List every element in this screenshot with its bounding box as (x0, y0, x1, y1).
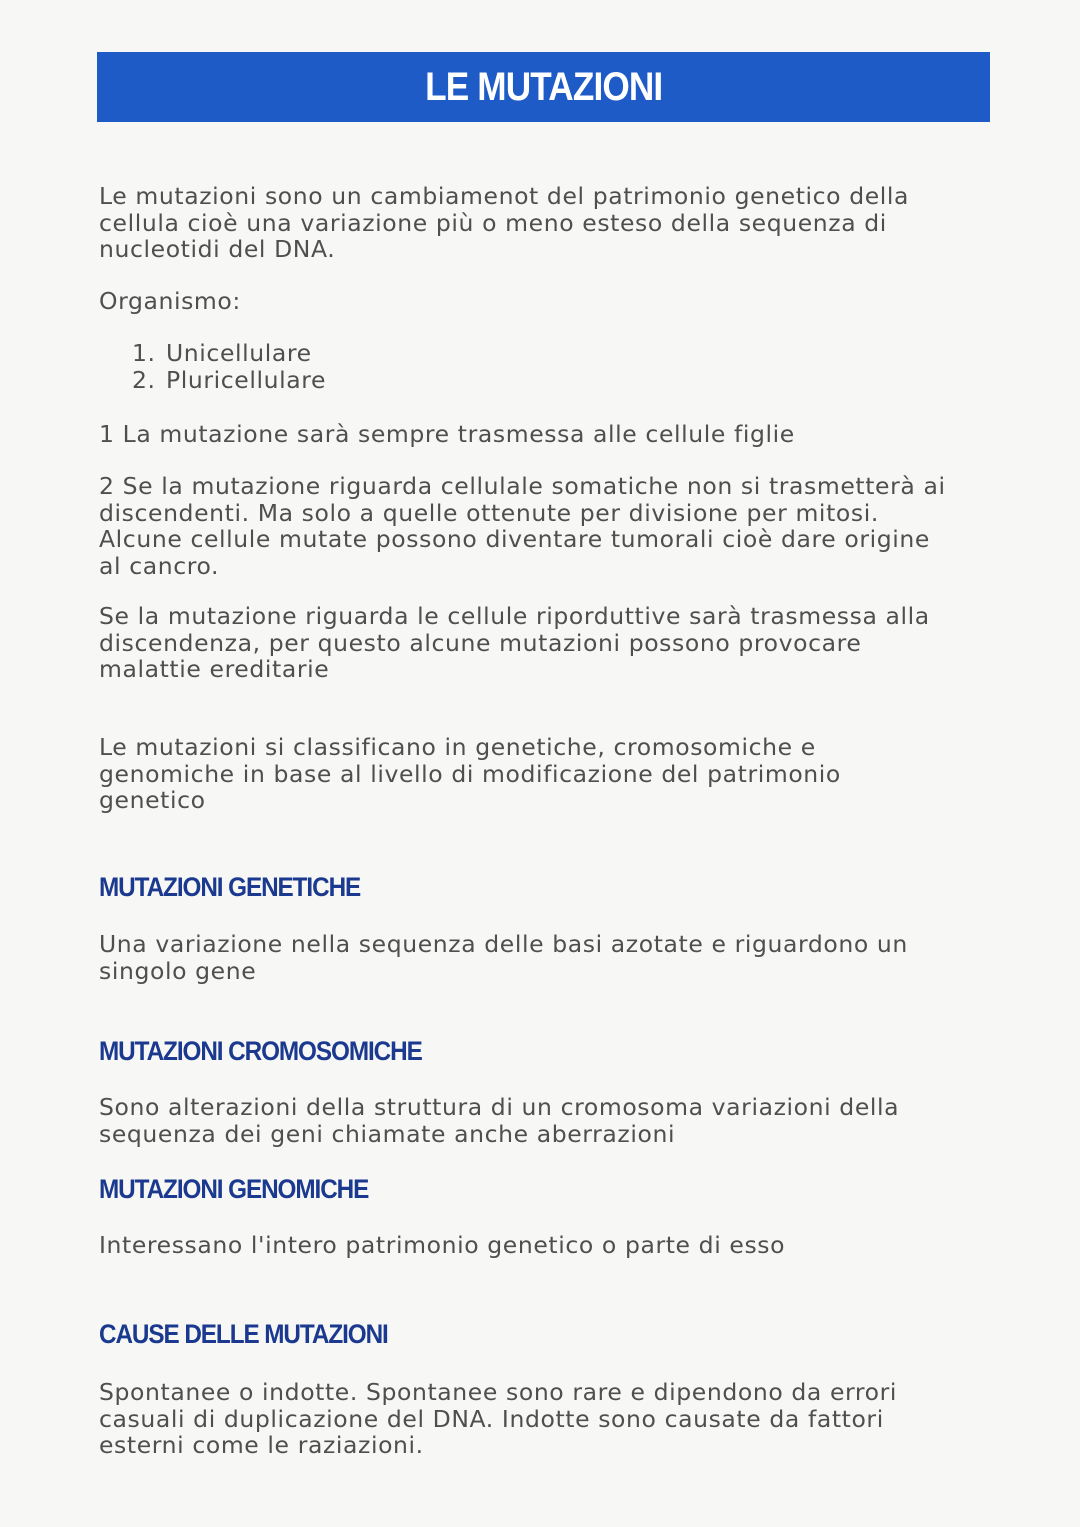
organismo-label: Organismo: (99, 287, 241, 315)
classification-paragraph: Le mutazioni si classificano in genetiche, cromosomiche e genomiche in base al livello di modificazione del patrimonio genetico (99, 733, 841, 814)
section-text-genetiche: Una variazione nella sequenza delle basi azotate e riguardono un singolo gene (99, 930, 908, 985)
organismo-list (132, 340, 326, 394)
point-3-paragraph: Se la mutazione riguarda le cellule riporduttive sarà trasmessa alla discendenza, per questo alcune mutazioni possono provocare malattie ereditarie (99, 602, 930, 683)
section-heading-cromosomiche: MUTAZIONI CROMOSOMICHE (99, 1036, 422, 1066)
page-title: LE MUTAZIONI (424, 64, 663, 109)
point-1-paragraph: 1 La mutazione sarà sempre trasmessa alle cellule figlie (99, 420, 795, 448)
point-2-paragraph: 2 Se la mutazione riguarda cellulale somatiche non si trasmetterà ai discendenti. Ma solo a quelle ottenute per divisione per mitosi. Alcune cellule mutate possono diventare tumorali cioè dare origine al cancro. (99, 472, 946, 580)
section-text-genomiche: Interessano l'intero patrimonio genetico o parte di esso (99, 1231, 786, 1259)
list-item-text: Pluricellulare (166, 366, 327, 394)
section-text-cause: Spontanee o indotte. Spontanee sono rare e dipendono da errori casuali di duplicazione del DNA. Indotte sono causate da fattori esterni come le raziazioni. (99, 1378, 897, 1459)
list-item-number: 2. (132, 366, 156, 394)
section-heading-genomiche: MUTAZIONI GENOMICHE (99, 1174, 369, 1204)
intro-paragraph: Le mutazioni sono un cambiamenot del patrimonio genetico della cellula cioè una variazione più o meno esteso della sequenza di nucleotidi del DNA. (99, 182, 910, 263)
section-heading-genetiche: MUTAZIONI GENETICHE (99, 872, 361, 902)
list-item-text: Unicellulare (166, 339, 312, 367)
section-text-cromosomiche: Sono alterazioni della struttura di un cromosoma variazioni della sequenza dei geni chiamate anche aberrazioni (99, 1093, 900, 1148)
list-item-number: 1. (132, 339, 156, 367)
title-banner (97, 52, 990, 122)
list-item (132, 367, 326, 394)
list-item (132, 340, 326, 367)
section-heading-cause: CAUSE DELLE MUTAZIONI (99, 1319, 388, 1349)
